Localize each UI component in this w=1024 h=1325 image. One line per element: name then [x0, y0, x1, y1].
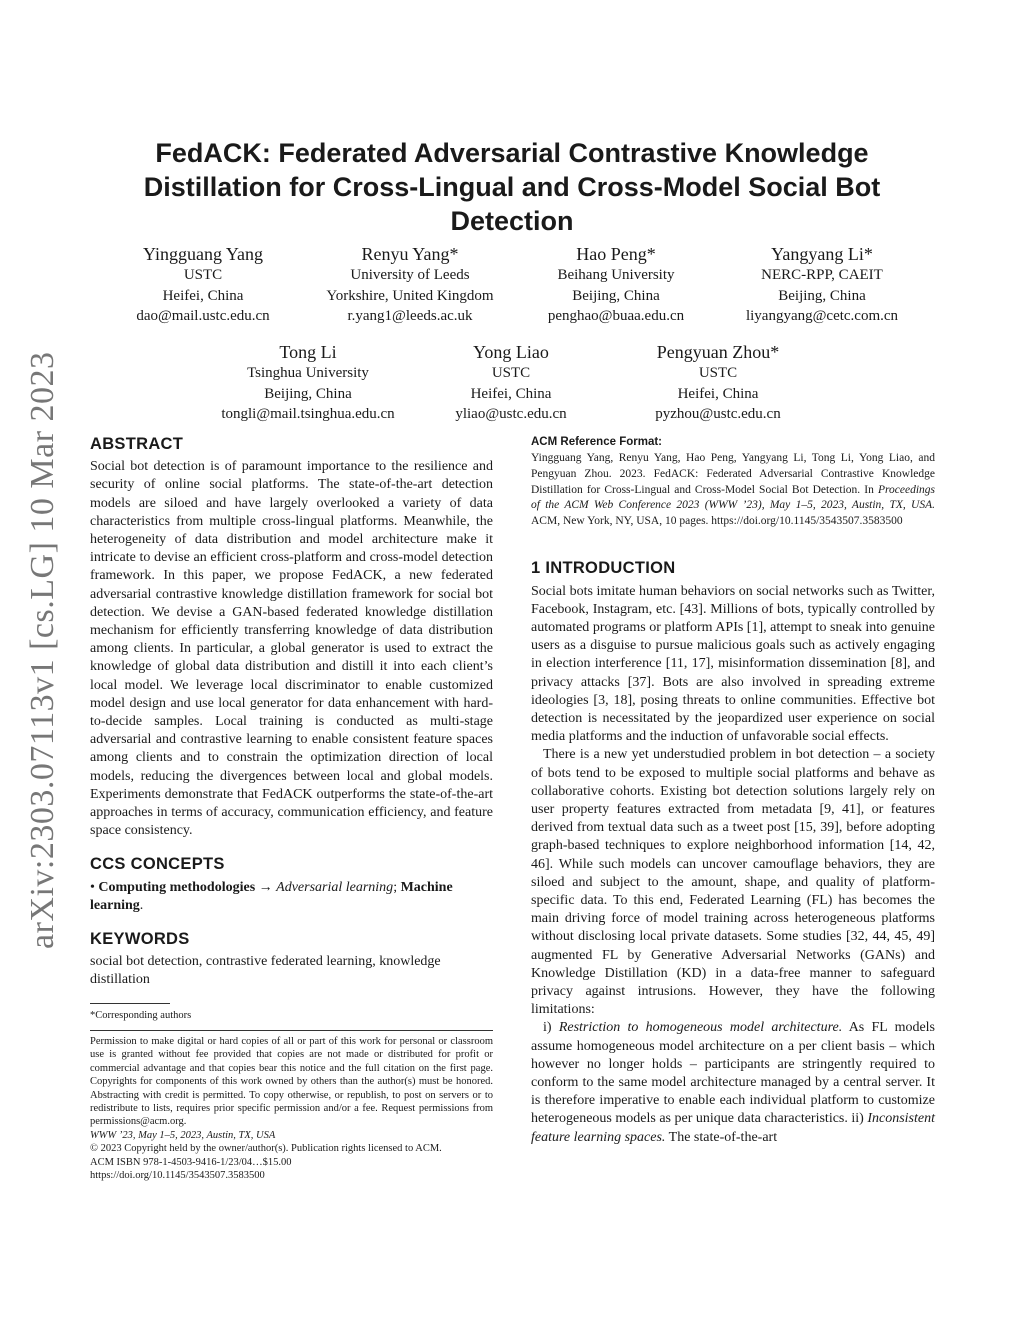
intro-emphasis: Restriction to homogeneous model architecture. [558, 1020, 843, 1036]
intro-text: i) [543, 1020, 559, 1036]
intro-paragraph: Social bots imitate human behaviors on social networks such as Twitter, Facebook, Instagram, etc. [43]. Millions of bots, typically controlled by automated programs or platform APIs [1], attempt to sneak into genuine users as a disguise to pursue malicious goals such as actively engaging in election interference [11, 17], misinformation dissemination [8], and privacy attacks [37]. Bots are also involved in spreading extreme ideologies [3, 18], posing threats to online communities. Effective bot detection is necessitated by the jeopardized user experience on social media platforms and the induction of unfavorable social effects. [531, 583, 935, 745]
permission-rule [90, 1030, 493, 1031]
acm-ref-part: Yingguang Yang, Renyu Yang, Hao Peng, Yangyang Li, Tong Li, Yong Liao, and Pengyuan Zhou. 2023. FedACK: Federated Adversarial Contrastive Knowledge Distillation for Cross-Lingual and Cross-Model Social Bot Detection. In [531, 452, 935, 496]
footnote-corresponding: *Corresponding authors [90, 1010, 192, 1021]
author-block [300, 243, 520, 327]
intro-heading: 1 INTRODUCTION [531, 559, 676, 578]
author-block [113, 243, 293, 327]
author-email: tongli@mail.tsinghua.edu.cn [221, 406, 395, 422]
author-name: Yingguang Yang [142, 244, 263, 264]
ccs-concept: Computing methodologies [98, 879, 256, 895]
author-block [431, 341, 591, 425]
acm-ref-heading: ACM Reference Format: [531, 436, 662, 448]
author-affiliation: USTC [183, 267, 223, 283]
intro-paragraph [531, 1019, 935, 1146]
ccs-period: . [139, 897, 144, 913]
author-block [198, 341, 418, 425]
author-name: Hao Peng* [576, 244, 656, 264]
author-affiliation: USTC [491, 365, 531, 381]
author-location: Heifei, China [162, 287, 244, 304]
author-name: Yong Liao [473, 342, 549, 362]
keywords-text: social bot detection, contrastive federated learning, knowledge distillation [90, 954, 441, 988]
author-location: Beijing, China [572, 287, 660, 304]
abstract-text: Social bot detection is of paramount importance to the resilience and security of online social platforms. The state-of-the-art detection models are siloed and have largely overlooked a variety of data characteristics from multiple cross-lingual platforms. Meanwhile, the heterogeneity of data distribution and model architecture make it intricate to devise an efficient cross-platform and cross-model detection framework. In this paper, we propose FedACK, a new federated adversarial contrastive knowledge distillation framework for social bot detection. We devise a GAN-based federated knowledge distillation mechanism for efficiently transferring knowledge of data distribution among clients. In particular, a global generator is used to extract the knowledge of global data distribution and distill it into each client’s local model. We leverage local discriminator to enable customized model design and use local generator for data enhancement with hard-to-decide samples. Local training is conducted as multi-stage adversarial and contrastive learning to enable consistent feature spaces among clients and to constrain the optimization direction of local models, reducing the divergences between local and global models. Experiments demonstrate that FedACK outperforms the state-of-the-art approaches in terms of accuracy, communication efficiency, and feature space consistency. [90, 459, 493, 839]
author-name: Yangyang Li* [771, 244, 873, 264]
author-name: Pengyuan Zhou* [656, 342, 780, 362]
intro-emphasis: Inconsistent feature learning spaces. [531, 1111, 935, 1145]
acm-ref-text [531, 451, 935, 529]
venue-text: WWW ’23, May 1–5, 2023, Austin, TX, USA [90, 1129, 276, 1141]
author-block [521, 243, 711, 327]
author-affiliation: USTC [698, 365, 738, 381]
author-name: Tong Li [279, 342, 337, 362]
isbn-text: ACM ISBN 978-1-4503-9416-1/23/04…$15.00 [90, 1156, 292, 1168]
doi-text: https://doi.org/10.1145/3543507.3583500 [90, 1170, 265, 1182]
author-name: Renyu Yang* [361, 244, 459, 264]
author-affiliation: Beihang University [557, 267, 675, 283]
keywords-heading: KEYWORDS [90, 930, 190, 949]
copyright-text: © 2023 Copyright held by the owner/author(s). Publication rights licensed to ACM. [90, 1143, 442, 1155]
ccs-concept: Adversarial learning [276, 879, 394, 895]
author-affiliation: NERC-RPP, CAEIT [761, 267, 883, 283]
footnote-rule [90, 1003, 170, 1004]
author-location: Heifei, China [677, 385, 759, 402]
author-location: Yorkshire, United Kingdom [326, 287, 494, 304]
left-column [90, 435, 493, 990]
author-email: pyzhou@ustc.edu.cn [655, 406, 781, 422]
author-email: penghao@buaa.edu.cn [547, 308, 685, 324]
ccs-bullet: • [90, 879, 95, 895]
intro-paragraph: There is a new yet understudied problem in bot detection – a society of bots tend to be exposed to multiple social platforms and behave as collaborative cohorts. Existing bot detection solutions largely rely on user property features extracted from metadata [9, 41], or features derived from textual data such as a tweet post [15, 39], before adopting graph-based techniques to explore neighborhood information [14, 42, 46]. While such models can uncover camouflage behaviors, they are siloed and subject to the amount, shape, and quality of platform-specific data. To this end, Federated Learning (FL) has becomes the main driving force of model training across heterogeneous platforms without disclosing local private datasets. Some studies [32, 44, 45, 49] augmented FL by Generative Adversarial Networks (GANs) and Knowledge Distillation (KD) in a data-free manner to safeguard privacy against intrusions. However, they have the following limitations: [531, 747, 935, 1018]
author-email: dao@mail.ustc.edu.cn [136, 308, 270, 324]
author-block [727, 243, 917, 327]
permission-text: Permission to make digital or hard copies of all or part of this work for personal or classroom use is granted without fee provided that copies are not made or distributed for profit or commercial advantage and that copies bear this notice and the full citation on the first page. Copyrights for components of this work owned by others than the author(s) must be honored. Abstracting with credit is permitted. To copy otherwise, or republish, to post on servers or to redistribute to lists, requires prior specific permission and/or a fee. Request permissions from permissions@acm.org. [90, 1036, 493, 1128]
author-location: Beijing, China [778, 287, 866, 304]
author-location: Heifei, China [470, 385, 552, 402]
abstract-heading: ABSTRACT [90, 435, 184, 453]
title-line: Distillation for Cross-Lingual and Cross-Model Social Bot [143, 172, 881, 202]
intro-text: As FL models assume homogeneous model architecture on a per client basis – which however no longer holds – participants are stringently required to conform to the same model architecture managed by a central server. It is therefore imperative to enable each individual platform to customize heterogeneous models as per unique data characteristics. ii) [531, 1020, 936, 1127]
ccs-concepts [90, 879, 493, 915]
paper-title [110, 136, 914, 238]
ccs-concept: Machine learning [90, 879, 453, 913]
author-block [618, 341, 818, 425]
ccs-heading: CCS CONCEPTS [90, 855, 225, 874]
title-line: Detection [450, 206, 574, 236]
author-email: r.yang1@leeds.ac.uk [347, 308, 473, 324]
title-line: FedACK: Federated Adversarial Contrastive Knowledge [155, 138, 869, 168]
author-affiliation: University of Leeds [350, 267, 470, 283]
author-email: yliao@ustc.edu.cn [455, 406, 567, 422]
arxiv-identifier: arXiv:2303.07113v1 [cs.LG] 10 Mar 2023 [24, 351, 61, 949]
author-location: Beijing, China [264, 385, 352, 402]
ccs-separator: ; [393, 879, 398, 895]
acm-ref-proceedings: Proceedings of the ACM Web Conference 2023 (WWW ’23), May 1–5, 2023, Austin, TX, USA. [531, 483, 935, 512]
acm-ref-part: ACM, New York, NY, USA, 10 pages. https://doi.org/10.1145/3543507.3583500 [531, 514, 903, 527]
author-email: liyangyang@cetc.com.cn [745, 308, 899, 324]
ccs-arrow: → [258, 879, 273, 895]
right-column [531, 436, 935, 1147]
permission-block [90, 1035, 493, 1182]
intro-text: The state-of-the-art [665, 1129, 778, 1145]
author-affiliation: Tsinghua University [247, 365, 369, 381]
